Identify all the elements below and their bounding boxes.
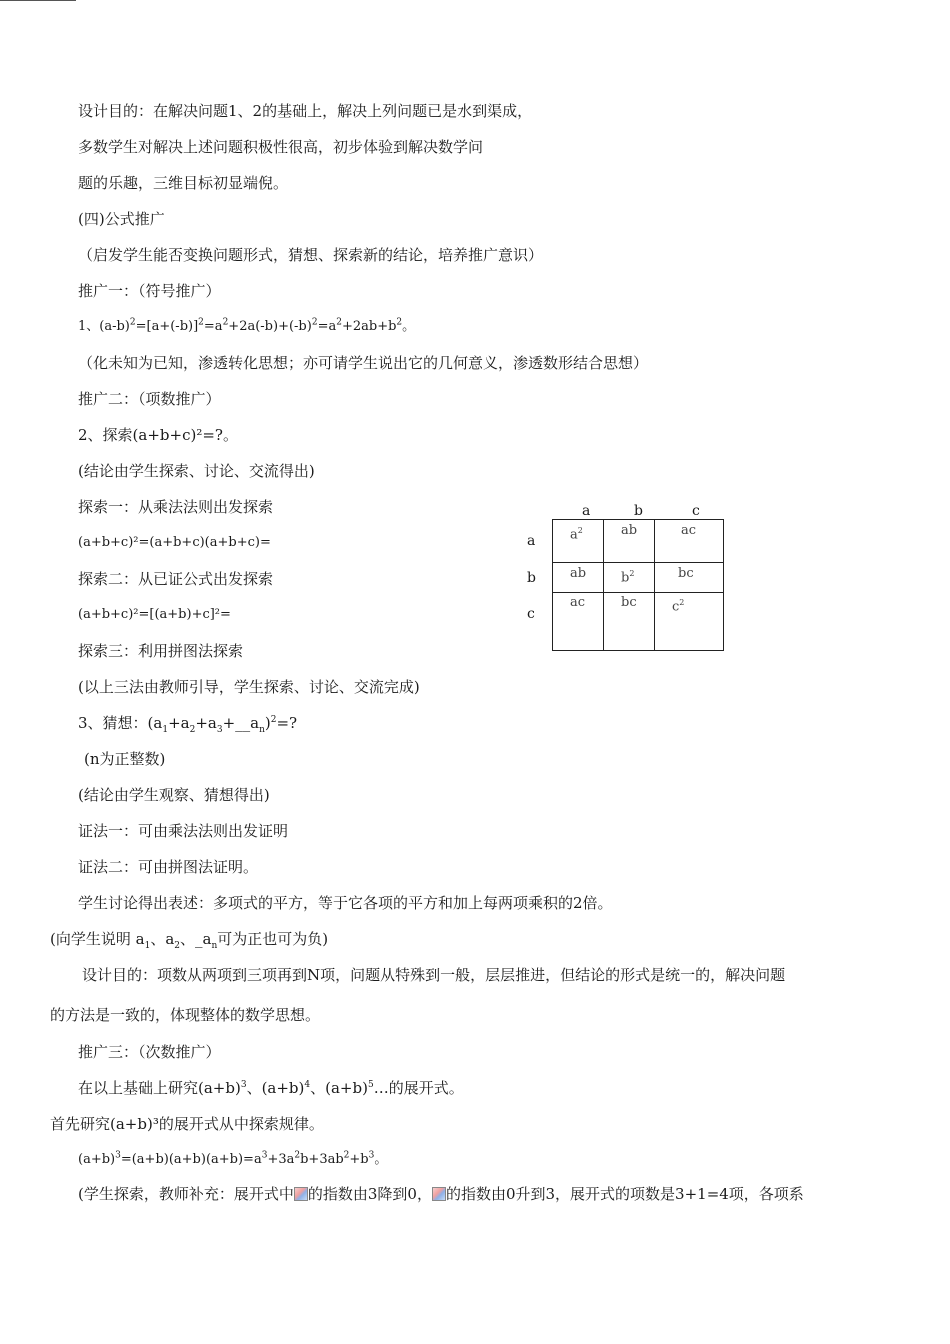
design-purpose-2-line-1: 设计目的：项数从两项到三项再到N项，问题从特殊到一般，层层推进，但结论的形式是统一的，解决问题 [82,966,786,984]
cell-ab: ab [570,566,587,581]
cell-bc: bc [678,566,694,581]
explore-method-2: 探索二：从已证公式出发探索 [78,570,274,588]
design-purpose-line-1: 设计目的：在解决问题1、2的基础上，解决上列问题已是水到渠成， [78,102,533,120]
cell-c-squared: $c^2$ [672,598,685,615]
section-heading: (四)公式推广 [78,210,165,228]
formula-1-note: （化未知为已知，渗透转化思想；亦可请学生说出它的几何意义，渗透数形结合思想） [78,354,649,372]
row-header-b: b [527,570,536,586]
image-placeholder-icon [432,1187,446,1201]
design-purpose-line-3: 题的乐趣，三维目标初显端倪。 [78,174,289,192]
top-rule [0,0,76,1]
cube-expansion-note: (学生探索，教师补充：展开式中 的指数由3降到0， 的指数由0升到3，展开式的项数是3+1=4项，各项系 [78,1185,804,1203]
explore-method-3: 探索三：利用拼图法探索 [78,642,244,660]
conclusion-statement: 学生讨论得出表述：多项式的平方，等于它各项的平方和加上每两项乘积的2倍。 [78,894,613,912]
cell-ab: ab [621,523,638,538]
first-study-line: 首先研究(a+b)³的展开式从中探索规律。 [50,1115,324,1133]
generalization-3-heading: 推广三：（次数推广） [78,1043,221,1061]
grid-line [654,520,655,650]
explore-formula-2: (a+b+c)²=[(a+b)+c]²= [78,607,231,622]
cube-expansion-formula: $(a+b)^3=(a+b)(a+b)(a+b)=a^3+3a^2b+3ab^2+b^3$。 [78,1150,388,1167]
explore-note: (结论由学生探索、讨论、交流得出) [78,462,315,480]
proof-method-2: 证法二：可由拼图法证明。 [78,858,259,876]
col-header-a: a [582,503,591,519]
explore-method-1: 探索一：从乘法法则出发探索 [78,498,274,516]
sign-note: (向学生说明 $a_1$、$a_2$、$\_a_n$可为正也可为负) [50,930,329,951]
conjecture-note: (结论由学生观察、猜想得出) [78,786,270,804]
explore-summary: (以上三法由教师引导，学生探索、讨论、交流完成) [78,678,420,696]
image-placeholder-icon [294,1187,308,1201]
cell-bc: bc [621,595,637,610]
col-header-b: b [634,503,643,519]
row-header-c: c [527,606,535,622]
cell-b-squared: $b^2$ [621,569,635,586]
design-purpose-2-line-2: 的方法是一致的，体现整体的数学思想。 [50,1006,321,1024]
row-header-a: a [527,533,536,549]
degree-study-line: 在以上基础上研究$(a+b)^3$、$(a+b)^4$、$(a+b)^5\dots$的展开式。 [78,1079,464,1097]
grid-line [603,520,604,650]
explore-formula-1: (a+b+c)²=(a+b+c)(a+b+c)= [78,535,271,550]
cell-a-squared: $a^2$ [570,526,583,543]
grid-line [553,592,723,593]
design-purpose-line-2: 多数学生对解决上述问题积极性很高，初步体验到解决数学问 [78,138,484,156]
conjecture-condition: (n为正整数) [84,750,166,768]
grid-line [553,562,723,563]
generalization-1-heading: 推广一：（符号推广） [78,282,221,300]
explore-question: 2、探索(a+b+c)²=?。 [78,426,238,444]
cell-ac: ac [681,523,697,538]
section-note: （启发学生能否变换问题形式，猜想、探索新的结论，培养推广意识） [78,246,544,264]
col-header-c: c [692,503,700,519]
area-diagram [552,519,724,651]
cell-ac: ac [570,595,586,610]
proof-method-1: 证法一：可由乘法法则出发证明 [78,822,289,840]
conjecture-formula: 3、猜想：$(a_1+a_2+a_3+\_\_a_n)^2=$? [78,714,298,735]
formula-1: 1、$(a-b)^2=[a+(-b)]^2=a^2+2a(-b)+(-b)^2=a^2+2ab+b^2$。 [78,317,416,334]
generalization-2-heading: 推广二：（项数推广） [78,390,221,408]
